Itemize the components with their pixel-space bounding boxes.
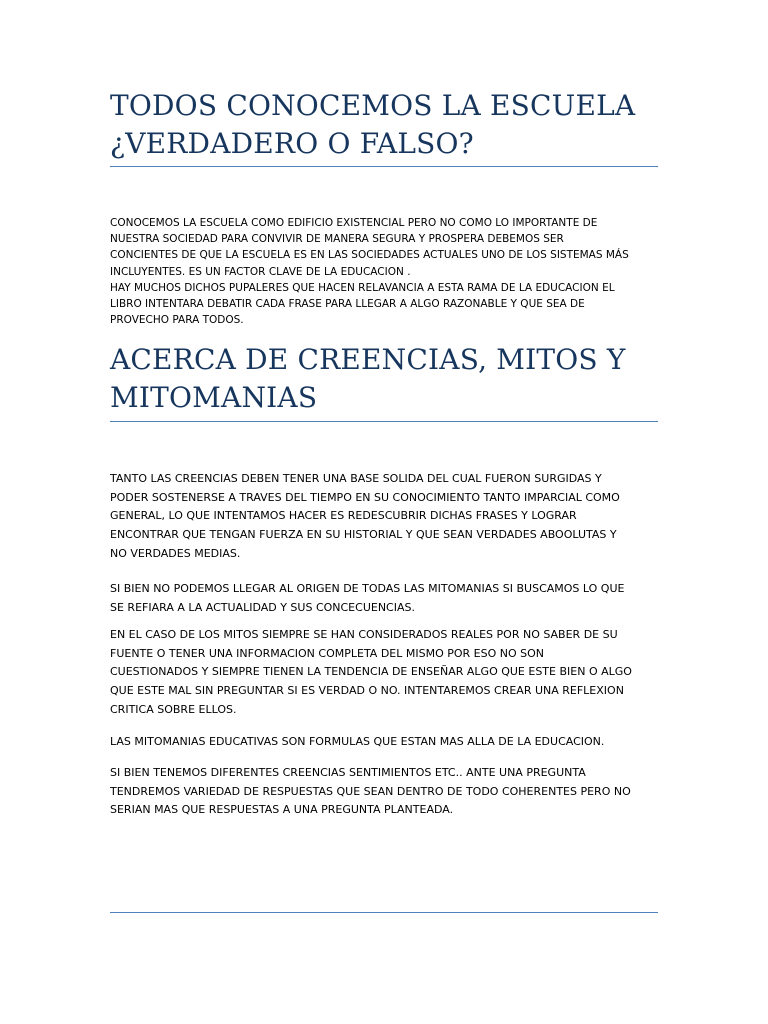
paragraph-line: CRITICA SOBRE ELLOS. [110,702,237,716]
intro-line: PROVECHO PARA TODOS. [110,314,244,327]
paragraph-line: SERIAN MAS QUE RESPUESTAS A UNA PREGUNTA PLANTEADA. [110,803,454,817]
paragraph-line: QUE ESTE MAL SIN PREGUNTAR SI ES VERDAD O NO. INTENTAREMOS CREAR UNA REFLEXION [110,684,624,698]
paragraph-line: FUENTE O TENER UNA INFORMACION COMPLETA DEL MISMO POR ESO NO SON [110,646,545,660]
intro-line: LIBRO INTENTARA DEBATIR CADA FRASE PARA LLEGAR A ALGO RAZONABLE Y QUE SEA DE [110,298,585,311]
paragraph-line: SI BIEN TENEMOS DIFERENTES CREENCIAS SENTIMIENTOS ETC.. ANTE UNA PREGUNTA [110,766,586,779]
intro-line: INCLUYENTES. ES UN FACTOR CLAVE DE LA EDUCACION . [110,265,411,278]
footer-divider [110,912,658,913]
intro-line: CONCIENTES DE QUE LA ESCUELA ES EN LAS SOCIEDADES ACTUALES UNO DE LOS SISTEMAS MÁS [110,249,629,262]
paragraph-mitos [110,626,670,720]
document-title [110,87,635,163]
paragraph-line: NO VERDADES MEDIAS. [110,546,241,560]
paragraph-creencias [110,470,670,564]
paragraph-line: PODER SOSTENERSE A TRAVES DEL TIEMPO EN SU CONOCIMIENTO TANTO IMPARCIAL COMO [110,490,620,504]
paragraph-line: SI BIEN NO PODEMOS LLEGAR AL ORIGEN DE TODAS LAS MITOMANIAS SI BUSCAMOS LO QUE [110,582,625,595]
section-heading-line-1: ACERCA DE CREENCIAS, MITOS Y [110,343,626,376]
title-divider [110,166,658,167]
section-heading-line-2: MITOMANIAS [110,381,318,414]
intro-paragraph [110,215,670,328]
title-line-1: TODOS CONOCEMOS LA ESCUELA [110,89,636,122]
paragraph-line: TANTO LAS CREENCIAS DEBEN TENER UNA BASE SOLIDA DEL CUAL FUERON SURGIDAS Y [110,472,602,485]
paragraph-line: GENERAL, LO QUE INTENTAMOS HACER ES REDESCUBRIR DICHAS FRASES Y LOGRAR [110,509,577,523]
paragraph-line: EN EL CASO DE LOS MITOS SIEMPRE SE HAN CONSIDERADOS REALES POR NO SABER DE SU [110,628,618,641]
intro-line: CONOCEMOS LA ESCUELA COMO EDIFICIO EXISTENCIAL PERO NO COMO LO IMPORTANTE DE [110,217,598,229]
intro-line: HAY MUCHOS DICHOS PUPALERES QUE HACEN RELAVANCIA A ESTA RAMA DE LA EDUCACION EL [110,281,615,294]
paragraph-line: CUESTIONADOS Y SIEMPRE TIENEN LA TENDENCIA DE ENSEÑAR ALGO QUE ESTE BIEN O ALGO [110,665,632,679]
title-line-2: ¿VERDADERO O FALSO? [110,127,474,160]
section-divider [110,421,658,422]
section-heading [110,341,626,417]
paragraph-respuestas [110,764,670,820]
paragraph-mitomanias [110,733,670,752]
intro-line: NUESTRA SOCIEDAD PARA CONVIVIR DE MANERA SEGURA Y PROSPERA DEBEMOS SER [110,233,564,246]
paragraph-line: TENDREMOS VARIEDAD DE RESPUESTAS QUE SEAN DENTRO DE TODO COHERENTES PERO NO [110,784,631,798]
paragraph-line: SE REFIARA A LA ACTUALIDAD Y SUS CONCECUENCIAS. [110,600,415,614]
paragraph-line: ENCONTRAR QUE TENGAN FUERZA EN SU HISTORIAL Y QUE SEAN VERDADES ABOOLUTAS Y [110,528,617,542]
paragraph-origen [110,580,670,617]
paragraph-line: LAS MITOMANIAS EDUCATIVAS SON FORMULAS QUE ESTAN MAS ALLA DE LA EDUCACION. [110,735,605,748]
